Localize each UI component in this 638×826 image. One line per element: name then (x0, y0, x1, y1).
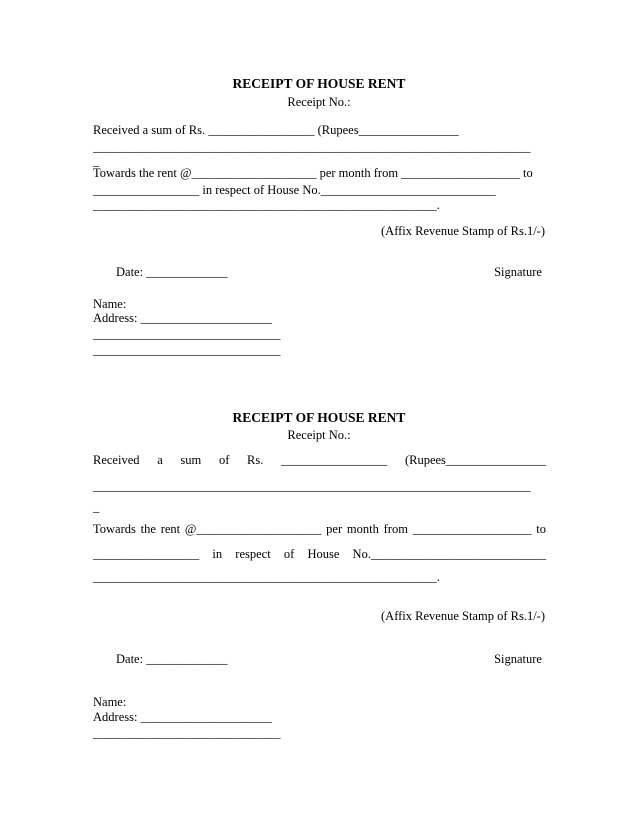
receipt-1-date: Date: _____________ (116, 265, 228, 279)
receipt-1-house-line: _________________ in respect of House No.____________________________ (93, 183, 496, 197)
receipt-1-signature: Signature (494, 265, 542, 279)
receipt-2-word: Rs. (247, 453, 264, 467)
receipt-2-number-text: Receipt No.: (287, 428, 351, 442)
receipt-2-word: of (283, 547, 295, 561)
receipt-1-number-text: Receipt No.: (287, 95, 351, 109)
receipt-2-word: of (218, 453, 230, 467)
receipt-2-word: No.____________________________ (352, 547, 546, 561)
receipt-2-word: from (383, 522, 408, 536)
receipt-2-rent-line (93, 522, 546, 536)
receipt-2-word: _________________ (93, 547, 200, 561)
receipt-2-word: Towards (93, 522, 136, 536)
receipt-2-word: (Rupees________________ (404, 453, 546, 467)
receipt-1-number (0, 95, 638, 109)
receipt-2-name: Name: (93, 695, 127, 709)
receipt-1-rent-line: Towards the rent @____________________ per month from ___________________ to (93, 166, 533, 180)
receipt-1-blank-line: ______________________________________________________________________ (93, 140, 531, 154)
receipt-1-received-line: Received a sum of Rs. _________________ (Rupees________________ (93, 123, 459, 137)
receipt-2-word: rent (160, 522, 181, 536)
receipt-1-name: Name: (93, 297, 127, 311)
receipt-2-stamp-note: (Affix Revenue Stamp of Rs.1/-) (381, 609, 545, 623)
receipt-2-word: _________________ (281, 453, 388, 467)
receipt-1-address-line-2: ______________________________ (93, 327, 281, 341)
receipt-1-stamp-note: (Affix Revenue Stamp of Rs.1/-) (381, 224, 545, 238)
receipt-2-received-line (93, 453, 546, 467)
receipt-2-word: Received (93, 453, 140, 467)
receipt-2-final-line: _______________________________________________________. (93, 570, 440, 584)
receipt-2-house-line (93, 547, 546, 561)
receipt-1-address-line-3: ______________________________ (93, 343, 281, 357)
receipt-2-word: House (307, 547, 340, 561)
receipt-2-word: sum (180, 453, 202, 467)
receipt-2-word: in (212, 547, 223, 561)
receipt-2-word: month (346, 522, 379, 536)
receipt-2-word: ___________________ (412, 522, 532, 536)
receipt-2-blank-tail: _ (93, 500, 100, 514)
receipt-2-word: the (140, 522, 156, 536)
receipt-1-final-line: _______________________________________________________. (93, 198, 440, 212)
receipt-2-title: RECEIPT OF HOUSE RENT (232, 410, 406, 425)
receipt-2-word: respect (235, 547, 271, 561)
receipt-2-date: Date: _____________ (116, 652, 228, 666)
receipt-2-word: to (536, 522, 546, 536)
receipt-1-blank-tail: _ (93, 154, 100, 168)
receipt-2-word: per (326, 522, 343, 536)
receipt-2-signature: Signature (494, 652, 542, 666)
receipt-2-blank-line: ______________________________________________________________________ (93, 479, 531, 493)
receipt-2-address: Address: _____________________ (93, 710, 272, 724)
receipt-1-title: RECEIPT OF HOUSE RENT (232, 76, 406, 91)
receipt-2-word: @____________________ (184, 522, 322, 536)
receipt-2-number (0, 428, 638, 442)
receipt-1-address: Address: _____________________ (93, 311, 272, 325)
receipt-2-word: a (157, 453, 163, 467)
receipt-2-address-line-2: ______________________________ (93, 726, 281, 740)
